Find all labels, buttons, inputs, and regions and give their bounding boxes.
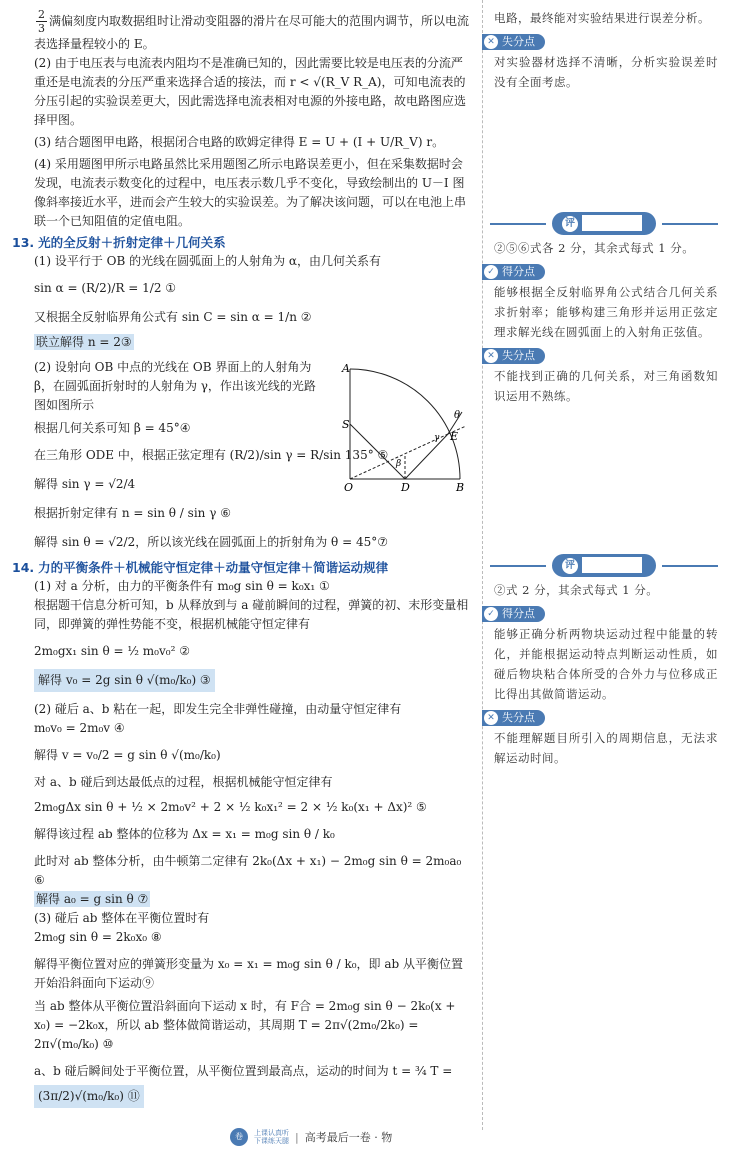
label-B: B	[456, 481, 465, 494]
q13-line-1: (1) 设平行于 OB 的光线在圆弧面上的人射角为 α，由几何关系有	[34, 254, 382, 268]
label-D: D	[401, 481, 410, 494]
x-icon: ✕	[484, 349, 498, 363]
scoring-point-text: 能够根据全反射临界角公式结合几何关系求折射率；能够构建三角形并运用正弦定理求解光线在圆弧面上的入射角正弦值。	[494, 285, 718, 339]
lost-point-tag: ✕ 失分点	[482, 34, 545, 50]
paragraph-2: (3) 结合题图甲电路，根据闭合电路的欧姆定律得 E = U + (I + U/R_V) r。	[34, 135, 445, 149]
q13-eq-1: sin α = (R/2)/R = 1/2 ①	[34, 281, 177, 295]
lost-point-tag: ✕ 失分点	[482, 348, 545, 364]
footer-divider: |	[295, 1130, 299, 1144]
q14-line-14: 2m₀g sin θ = 2k₀x₀ ⑧	[34, 930, 162, 944]
brand-logo-icon: 卷	[230, 1128, 248, 1146]
scoring-point-text: 能够正确分析两物块运动过程中能量的转化，并能根据运动特点判断运动性质，如碰后物块粘合体所受的合外力与位移成正比得出其做简谐运动。	[494, 627, 718, 701]
footer-title: 高考最后一卷 · 物	[304, 1131, 393, 1144]
ray-DE	[405, 434, 448, 479]
label-gamma: γ	[434, 433, 440, 443]
ray-SD	[350, 424, 405, 479]
lost-point-text: 不能理解题目所引入的周期信息，无法求解运动时间。	[494, 731, 718, 765]
q13-line-6: 在三角形 ODE 中，根据正弦定理有 (R/2)/sin γ = R/sin 135° ⑤	[34, 448, 389, 462]
q14-line-12: 解得 a₀ = g sin θ ⑦	[36, 892, 149, 906]
column-divider	[482, 0, 483, 1130]
light-path-diagram	[320, 354, 470, 494]
q14-line-3: 2m₀gx₁ sin θ = ½ m₀v₀² ②	[34, 644, 190, 658]
page-footer	[230, 1128, 392, 1146]
paragraph-1: (2) 由于电压表与电流表内阻均不是准确已知的，因此需要比较是电压表的分流严重还是电流表的分压严重来选择合适的接法，而 r < √(R_V R_A)，可知电流表的分压引起的实验误差更大，因此需选择电流表相对电源的外接电路，故电路图应选择甲图。	[34, 56, 467, 127]
fraction: $\frac{2}{3}$	[38, 8, 45, 35]
q13-line-5: 根据几何关系可知 β = 45°④	[34, 421, 191, 435]
scoring-standard-banner: 评 评分标准	[490, 212, 718, 234]
side-intro: 电路，最终能对实验结果进行误差分析。	[494, 11, 710, 25]
q14-line-17: a、b 碰后瞬间处于平衡位置，从平衡位置到最高点，运动的时间为 t = ¾ T =	[34, 1064, 453, 1078]
q14-line-16: 当 ab 整体从平衡位置沿斜面向下运动 x 时，有 F合 = 2m₀g sin θ − 2k₀(x + x₀) = −2k₀x，所以 ab 整体做简谐运动，其周期 T = 2π√(2m₀/2k₀) = 2π√(m₀/k₀) ⑩	[34, 999, 456, 1051]
q13-line-8: 根据折射定律有 n = sin θ / sin γ ⑥	[34, 506, 231, 520]
paragraph-0: $\frac{2}{3}$ 满偏刻度内取数据组时让滑动变阻器的滑片在尽可能大的范围内调节，所以电流表选择量程较小的 E。	[34, 8, 470, 51]
q13-line-7: 解得 sin γ = √2/4	[34, 477, 136, 491]
q14-line-8: 对 a、b 碰后到达最低点的过程，根据机械能守恒定律有	[34, 775, 333, 789]
brand-slogan: 上课认真听 下课练天腿	[254, 1129, 289, 1145]
scoring-point-tag: ✓ 得分点	[482, 264, 545, 280]
scoring-icon: 评	[562, 558, 578, 574]
lost-point-text: 对实验器材选择不清晰，分析实验误差时没有全面考虑。	[494, 55, 718, 89]
label-theta: θ	[454, 410, 461, 421]
q14-line-11: 此时对 ab 整体分析，由牛顿第二定律有 2k₀(Δx + x₁) − 2m₀g sin θ = 2m₀a₀ ⑥	[34, 854, 462, 887]
q14-line-5: (2) 碰后 a、b 粘在一起，即发生完全非弹性碰撞，由动量守恒定律有	[34, 702, 402, 716]
label-O: O	[344, 481, 354, 494]
q13-line-9: 解得 sin θ = √2/2，所以该光线在圆弧面上的折射角为 θ = 45°⑦	[34, 535, 388, 549]
x-icon: ✕	[484, 35, 498, 49]
solution-column	[12, 8, 474, 1108]
lost-point-tag: ✕ 失分点	[482, 710, 545, 726]
label-beta: β	[396, 459, 402, 469]
q14-line-18: (3π/2)√(m₀/k₀) ⑪	[34, 1085, 474, 1108]
paragraph-3: (4) 采用题图甲所示电路虽然比采用题图乙所示电路误差更小，但在采集数据时会发现，电流表示数变化的过程中，电压表示数几乎不变化，导致绘制出的 U－I 图像斜率接近水平，进而会产生较大的实验误差。为了解决该问题，可以在电池上串联一个已知阻值的定值电阻。	[34, 157, 467, 228]
scoring-point-tag: ✓ 得分点	[482, 606, 545, 622]
label-E: E	[450, 430, 459, 443]
check-icon: ✓	[484, 607, 498, 621]
scoring-text: ②式 2 分，其余式每式 1 分。	[494, 583, 659, 597]
scoring-icon: 评	[562, 216, 578, 232]
scoring-text: ②⑤⑥式各 2 分，其余式每式 1 分。	[494, 241, 695, 255]
q14-line-6: m₀v₀ = 2m₀v ④	[34, 721, 125, 735]
q14-line-4: 解得 v₀ = 2g sin θ √(m₀/k₀) ③	[34, 669, 474, 692]
question-13-heading: 13. 光的全反射＋折射定律＋几何关系	[12, 235, 226, 250]
lost-point-text: 不能找到正确的几何关系，对三角函数知识运用不熟练。	[494, 369, 718, 403]
q13-line-2: 又根据全反射临界角公式有 sin C = sin α = 1/n ②	[34, 310, 312, 324]
question-14-heading: 14. 力的平衡条件＋机械能守恒定律＋动量守恒定律＋简谐运动规律	[12, 560, 389, 575]
q14-line-15: 解得平衡位置对应的弹簧形变量为 x₀ = x₁ = m₀g sin θ / k₀，即 ab 从平衡位置开始沿斜面向下运动⑨	[34, 957, 464, 990]
check-icon: ✓	[484, 265, 498, 279]
x-icon: ✕	[484, 711, 498, 725]
label-S: S	[342, 418, 350, 431]
q14-line-13: (3) 碰后 ab 整体在平衡位置时有	[34, 911, 210, 925]
q14-line-7: 解得 v = v₀/2 = g sin θ √(m₀/k₀)	[34, 748, 221, 762]
scoring-standard-banner: 评 评分标准	[490, 554, 718, 576]
label-A: A	[342, 362, 350, 375]
q14-line-2: 根据题干信息分析可知，b 从释放到与 a 碰前瞬间的过程，弹簧的初、末形变量相同，即弹簧的弹性势能不变，根据机械能守恒定律有	[34, 598, 469, 631]
q14-line-9: 2m₀gΔx sin θ + ½ × 2m₀v² + 2 × ½ k₀x₁² = 2 × ½ k₀(x₁ + Δx)² ⑤	[34, 800, 427, 814]
q13-line-3: 联立解得 n = 2③	[36, 335, 132, 349]
annotation-column	[487, 8, 718, 770]
q14-line-1: (1) 对 a 分析，由力的平衡条件有 m₀g sin θ = k₀x₁ ①	[34, 579, 330, 593]
q14-line-10: 解得该过程 ab 整体的位移为 Δx = x₁ = m₀g sin θ / k₀	[34, 827, 335, 841]
q13-line-4: (2) 设射向 OB 中点的光线在 OB 界面上的人射角为 β，在圆弧面折射时的人射角为 γ，作出该光线的光路图如图所示	[34, 360, 316, 412]
